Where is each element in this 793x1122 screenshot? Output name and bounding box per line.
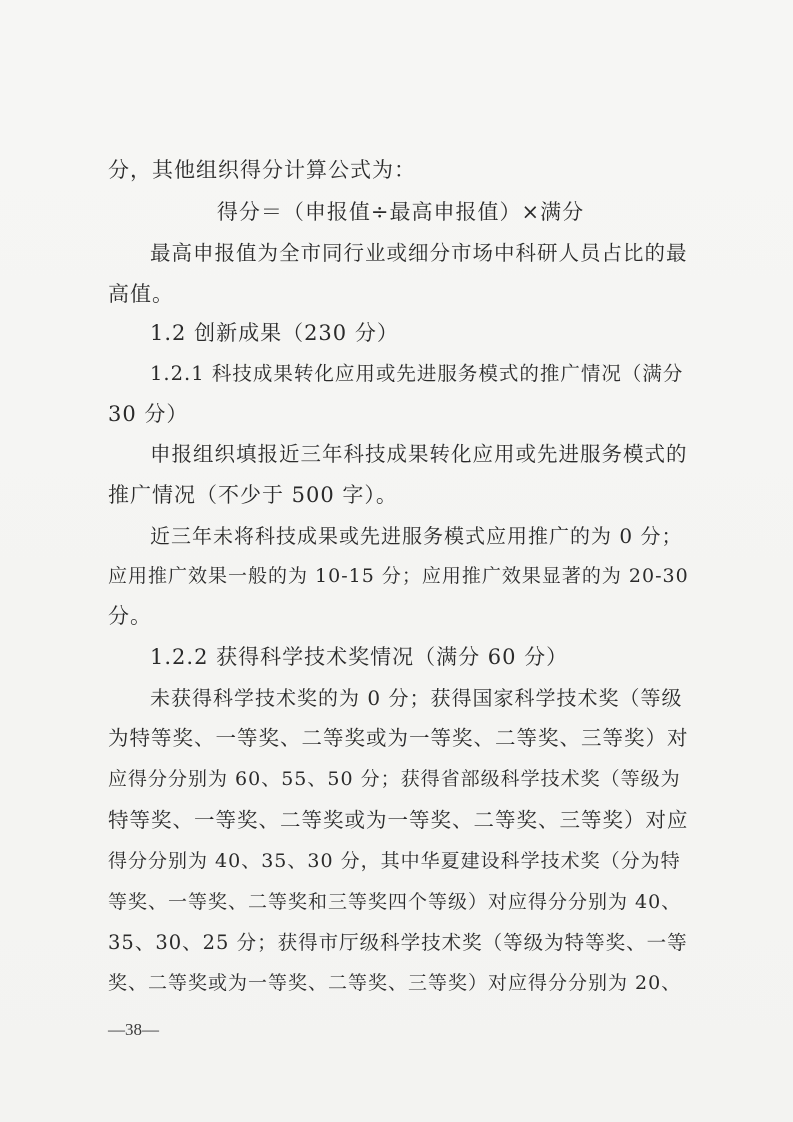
text-line: 特等奖、一等奖、二等奖或为一等奖、二等奖、三等奖）对应 [108,808,689,832]
text-line: 等奖、一等奖、二等奖和三等奖四个等级）对应得分分别为 40、 [108,891,682,913]
text-line: 30 分） [108,402,189,426]
text-line: 分。 [108,604,152,628]
text-line: 申报组织填报近三年科技成果转化应用或先进服务模式的 [150,442,688,466]
text-line: 分，其他组织得分计算公式为： [108,158,416,182]
text-line: 未获得科学技术奖的为 0 分；获得国家科学技术奖（等级 [150,686,683,710]
text-line: 35、30、25 分；获得市厅级科学技术奖（等级为特等奖、一等 [108,931,688,954]
text-line: 应用推广效果一般的为 10-15 分；应用推广效果显著的为 20-30 [108,565,689,587]
text-line: 推广情况（不少于 500 字）。 [108,483,398,507]
text-line: 近三年未将科技成果或先进服务模式应用推广的为 0 分； [150,524,683,548]
subsection-heading: 1.2.1 科技成果转化应用或先进服务模式的推广情况（满分 [150,362,684,385]
text-line: 应得分分别为 60、55、50 分；获得省部级科学技术奖（等级为 [108,768,681,790]
formula-line: 得分＝（申报值÷最高申报值）×满分 [216,200,585,224]
section-heading: 1.2 创新成果（230 分） [150,321,399,345]
text-line: 得分分别为 40、35、30 分，其中华夏建设科学技术奖（分为特 [108,850,681,872]
text-line: 高值。 [108,282,174,306]
text-line: 奖、二等奖或为一等奖、二等奖、三等奖）对应得分分别为 20、 [108,972,682,994]
text-line: 为特等奖、一等奖、二等奖或为一等奖、二等奖、三等奖）对 [108,726,689,750]
text-line: 最高申报值为全市同行业或细分市场中科研人员占比的最 [150,241,688,265]
subsection-heading: 1.2.2 获得科学技术奖情况（满分 60 分） [150,645,569,669]
page-number: —38— [108,1020,159,1039]
